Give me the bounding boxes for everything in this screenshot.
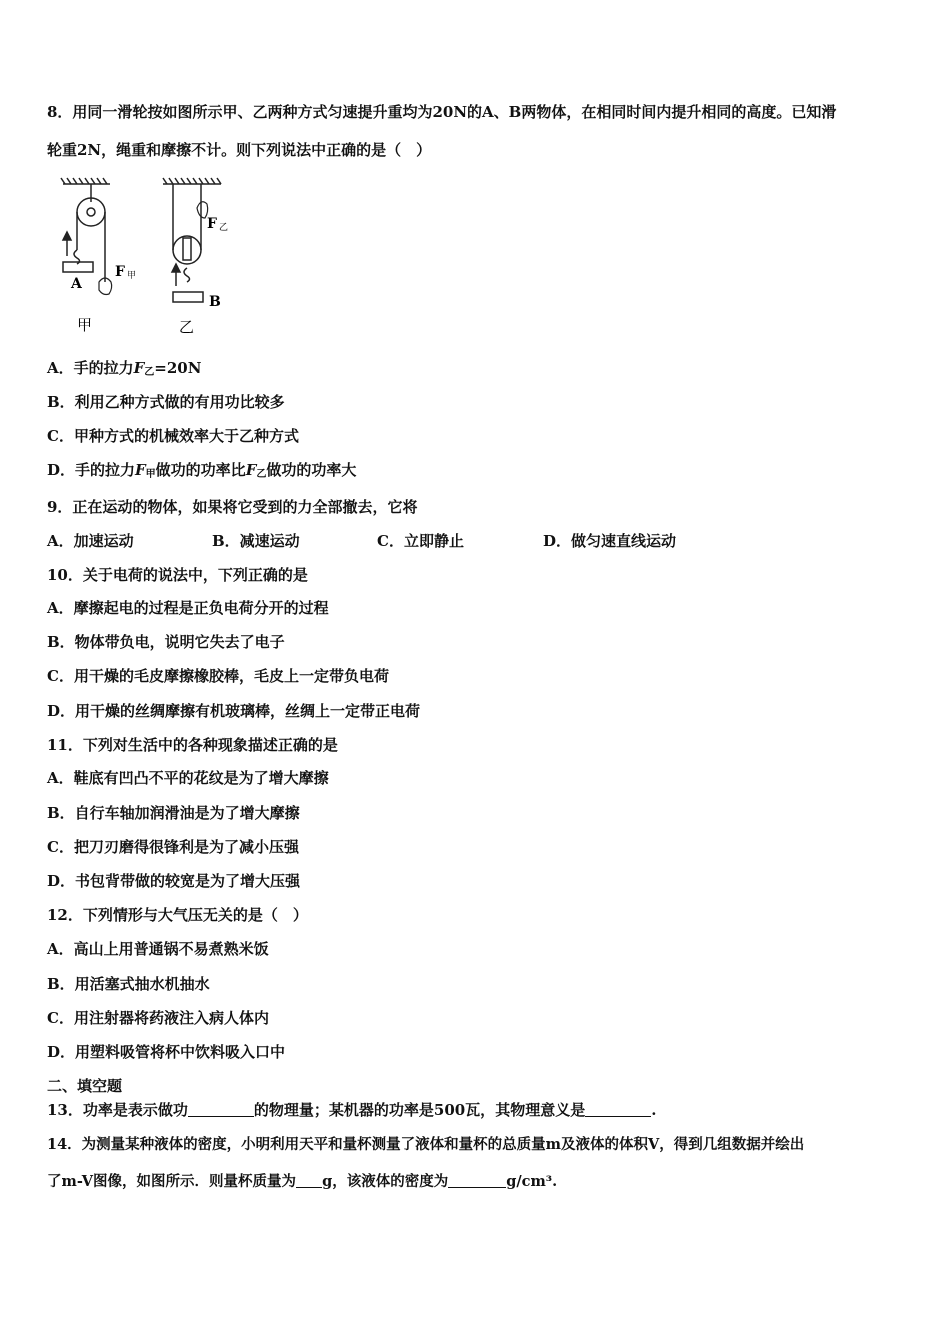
q13-blank-2[interactable]	[585, 1102, 651, 1117]
yi-ceiling	[163, 178, 221, 184]
q12-option-c: C．用注射器将药液注入病人体内	[47, 1009, 269, 1027]
q8-pulley-figure	[55, 172, 255, 342]
q9-option-d: D．做匀速直线运动	[543, 532, 677, 550]
jia-ceiling	[61, 178, 110, 184]
label-a: A	[71, 276, 82, 292]
q12-option-d: D．用塑料吸管将杯中饮料吸入口中	[47, 1043, 286, 1061]
q14-blank-1[interactable]	[296, 1173, 322, 1188]
q12-option-b: B．用活塞式抽水机抽水	[47, 975, 210, 993]
q8-stem-line1: 8．用同一滑轮按如图所示甲、乙两种方式匀速提升重均为20N的A、B两物体，在相同时间内提升相同的高度。已知滑	[47, 103, 837, 121]
q10-option-a: A．摩擦起电的过程是正负电荷分开的过程	[47, 599, 329, 617]
caption-jia: 甲	[77, 316, 93, 334]
jia-fixed-pulley	[63, 184, 105, 282]
section-title: 二、填空题	[47, 1077, 123, 1095]
q12-stem: 12．下列情形与大气压无关的是（ ）	[47, 906, 308, 924]
force-yi: F	[207, 216, 217, 232]
q8-option-c: C．甲种方式的机械效率大于乙种方式	[47, 427, 299, 445]
q14-stem-line2: 了m-V图像，如图所示．则量杯质量为 g，该液体的密度为 g/cm³.	[47, 1173, 558, 1190]
q13-blank-1[interactable]	[188, 1102, 254, 1117]
force-jia-sub: 甲	[127, 271, 137, 281]
q10-option-b: B．物体带负电，说明它失去了电子	[47, 633, 285, 651]
force-yi-sub: 乙	[219, 223, 229, 233]
q9-option-b: B．减速运动	[212, 532, 300, 550]
q9-option-a: A．加速运动	[47, 532, 134, 550]
q8-option-a: A．手的拉力$F_乙=20N$	[47, 359, 202, 378]
q10-option-d: D．用干燥的丝绸摩擦有机玻璃棒，丝绸上一定带正电荷	[47, 702, 421, 720]
q10-option-c: C．用干燥的毛皮摩擦橡胶棒，毛皮上一定带负电荷	[47, 667, 389, 685]
q9-stem: 9．正在运动的物体，如果将它受到的力全部撤去，它将	[47, 498, 418, 516]
jia-up-arrow	[63, 232, 71, 256]
yi-movable-pulley	[173, 184, 203, 302]
q11-option-a: A．鞋底有凹凸不平的花纹是为了增大摩擦	[47, 769, 329, 787]
q14-blank-2[interactable]	[448, 1173, 506, 1188]
q11-stem: 11．下列对生活中的各种现象描述正确的是	[47, 736, 338, 754]
q8-option-d: D．手的拉力$F_甲$做功的功率比$F_乙$做功的功率大	[47, 461, 357, 480]
q11-option-b: B．自行车轴加润滑油是为了增大摩擦	[47, 804, 300, 822]
yi-up-arrow	[172, 264, 180, 286]
q10-stem: 10．关于电荷的说法中，下列正确的是	[47, 566, 308, 584]
caption-yi: 乙	[179, 318, 195, 336]
q8-stem-line2: 轮重2N，绳重和摩擦不计。则下列说法中正确的是（ ）	[47, 141, 432, 159]
q13-stem: 13．功率是表示做功 的物理量；某机器的功率是500瓦，其物理意义是 .	[47, 1101, 657, 1119]
q11-option-c: C．把刀刃磨得很锋利是为了减小压强	[47, 838, 299, 856]
q12-option-a: A．高山上用普通锅不易煮熟米饭	[47, 940, 269, 958]
q8-option-b: B．利用乙种方式做的有用功比较多	[47, 393, 285, 411]
force-jia: F	[115, 264, 125, 280]
q9-option-c: C．立即静止	[377, 532, 464, 550]
label-b: B	[209, 294, 221, 310]
q14-stem-line1: 14．为测量某种液体的密度，小明利用天平和量杯测量了液体和量杯的总质量m及液体的体积V，得到几组数据并绘出	[47, 1136, 805, 1153]
q11-option-d: D．书包背带做的较宽是为了增大压强	[47, 872, 301, 890]
